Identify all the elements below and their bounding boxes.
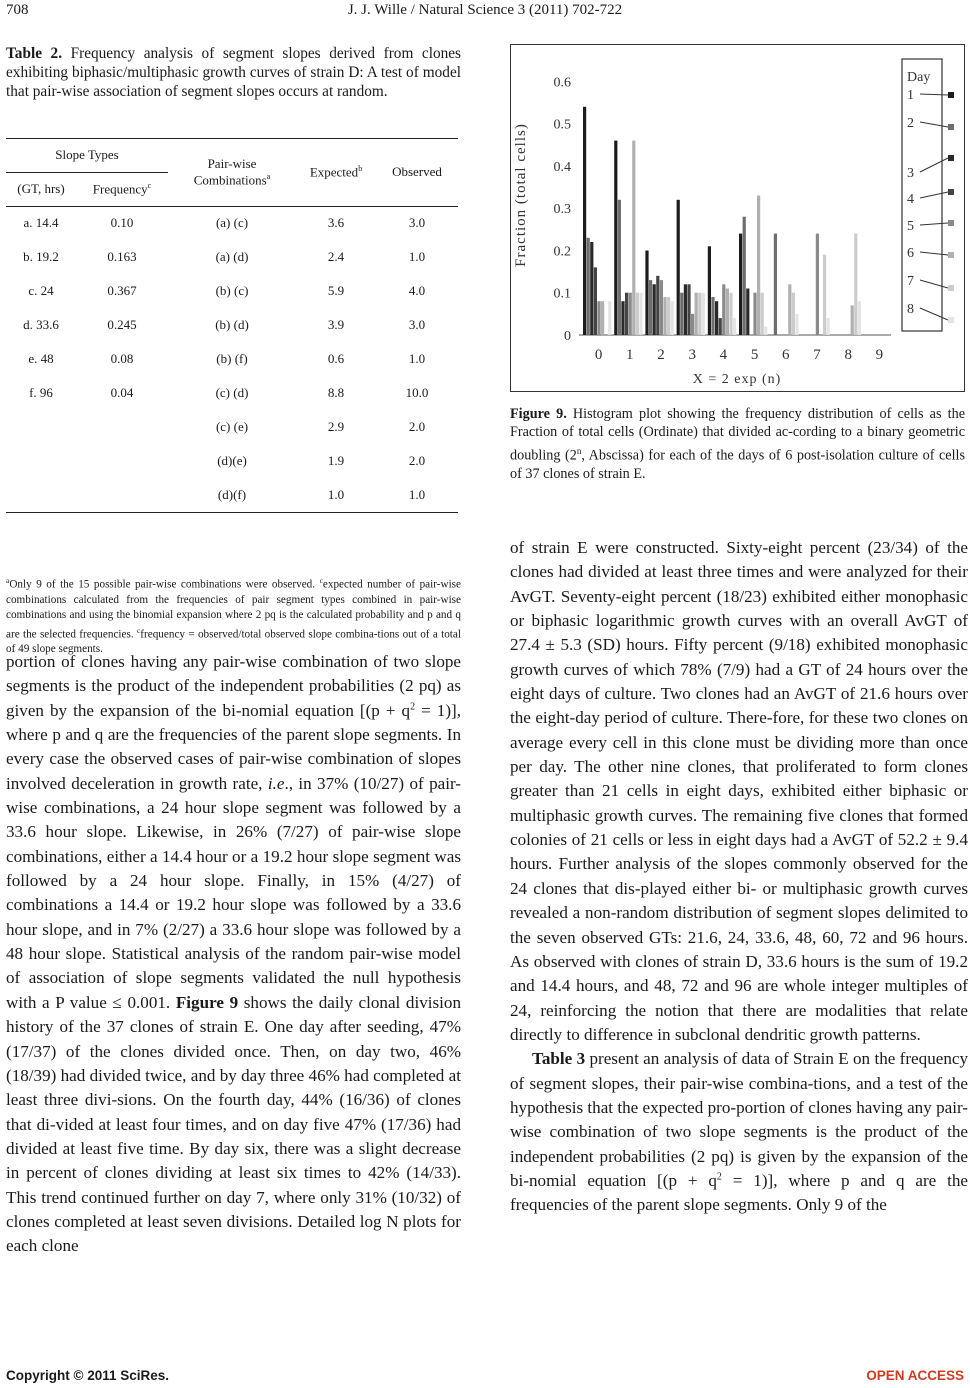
bar-day6-x6 (788, 284, 791, 335)
bar-day1-x2 (645, 251, 648, 336)
bar-day7-x5 (761, 293, 764, 335)
bar-day4-x4 (719, 318, 722, 335)
legend-swatch-day5 (948, 220, 954, 226)
legend-label-day3: 3 (907, 166, 914, 181)
x-tick-label: 9 (875, 347, 884, 363)
bar-day2-x2 (649, 280, 652, 335)
bar-day6-x1 (632, 141, 635, 335)
bar-day7-x6 (792, 293, 795, 335)
copyright: Copyright © 2011 SciRes. (6, 1368, 170, 1383)
x-axis-label: X = 2 exp (n) (692, 372, 782, 387)
bar-day8-x5 (764, 327, 767, 336)
legend-label-day6: 6 (907, 246, 914, 261)
bar-day8-x4 (733, 318, 736, 335)
bar-day7-x4 (729, 293, 732, 335)
legend-label-day4: 4 (907, 192, 914, 207)
legend-label-day5: 5 (907, 219, 914, 234)
left-body-text: portion of clones having any pair-wise combination of two slope segments is the product of the independent probabilities (2 pq) as given by the expansion of the bi-nomial equation $[(p + q^2 = 1)]$, where p and q are the frequencies of the parent slope segments. In every case the observed cases of pair-wise combination of slopes involved deceleration in growth rate, i.e., in 37% (10/27) of pair-wise combinations, a 24 hour slope segment was followed by a 33.6 hour slope. Likewise, in 26% (7/27) of pair-wise slope combinations, either a 14.4 hour or a 19.2 hour slope segment was followed by a 24 hour slope. Finally, in 15% (4/27) of combinations a 14.4 or 19.2 hour slope was followed by a 33.6 hour slope, and in 7% (2/27) a 33.6 hour slope was followed by a 48 hour slope. Statistical analysis of the random pair-wise model of association of slope segments validated the null hypothesis with a P value ≤ 0.001. Figure 9 shows the daily clonal division history of the 37 clones of strain E. One day after seeding, 47% (17/37) of the clones divided once. Then, on day two, 46% (18/39) had divided twice, and by day three 46% had completed at least three divi-sions. On the fourth day, 44% (16/36) of clones that di-vided at least four times, and on day five 47% (17/36) had divided at least five time. By day six, there was a slight decrease in percent of clones dividing at least six times to 42% (14/33). This trend continued further on day 7, where only 31% (10/32) of clones completed at least seven divisions. Detailed log N plots for each clone (6, 652, 462, 1256)
table-col-observed: Observed (392, 164, 442, 179)
bar-day6-x3 (695, 293, 698, 335)
table2-footnote: $^a$Only 9 of the 15 possible pair-wise combinations were observed. $^c$expected number of pair-wise combinations calculated from the frequencies of pair segment types combined in pair-wise combinations and using the binomial expansion where 2 pq is the calculated probability and p and q are the selected frequencies. $^c$frequency = observed/total observed slope combina-tions out of a total of 49 slope segments. (6, 576, 461, 656)
x-tick-label: 0 (594, 347, 603, 363)
table3-ref: Table 3 (532, 1049, 586, 1069)
legend-label-day1: 1 (907, 88, 914, 103)
bar-day2-x4 (711, 297, 714, 335)
table-col-freq: Frequency$^c$ (92, 180, 152, 197)
x-tick-label: 8 (844, 347, 852, 363)
bar-day8-x0 (608, 301, 611, 335)
x-tick-label: 4 (719, 347, 728, 363)
bar-day8-x8 (858, 301, 861, 335)
bar-day2-x1 (618, 200, 621, 335)
y-tick-label: 0.3 (553, 202, 571, 218)
bar-day5-x4 (722, 284, 725, 335)
figure9-chart (511, 45, 964, 391)
table-col-pair: Pair-wise Combinations$^a$ (193, 155, 271, 188)
bar-day3-x2 (653, 284, 656, 335)
legend-swatch-day3 (948, 155, 954, 161)
right-body-text (510, 536, 968, 1218)
bar-day8-x3 (702, 293, 705, 335)
table-bottom-rule (6, 512, 458, 513)
table-row: f. 96 0.04 (c) (d) 8.8 10.0 (29, 385, 429, 400)
table2 (6, 138, 458, 512)
y-tick-label: 0.1 (553, 286, 571, 302)
table-row: c. 24 0.367 (b) (c) 5.9 4.0 (28, 283, 426, 298)
legend-label-day8: 8 (907, 302, 914, 317)
bar-day5-x1 (629, 293, 632, 335)
bar-day1-x1 (614, 141, 617, 335)
figure9-label: Figure 9. (510, 406, 567, 422)
legend-swatch-day2 (948, 124, 954, 130)
y-tick-label: 0.4 (553, 159, 571, 175)
bar-day5-x5 (753, 293, 756, 335)
bar-day7-x7 (823, 255, 826, 335)
bar-day8-x7 (827, 318, 830, 335)
bar-day5-x2 (660, 280, 663, 335)
bar-day6-x0 (601, 301, 604, 335)
bar-day3-x5 (746, 289, 749, 336)
bar-day5-x7 (816, 234, 819, 335)
bar-day4-x3 (687, 284, 690, 335)
bar-day7-x3 (698, 293, 701, 335)
bar-day5-x0 (597, 301, 600, 335)
bar-day6-x4 (726, 289, 729, 336)
bar-day1-x0 (583, 107, 586, 335)
x-tick-label: 2 (657, 347, 665, 363)
right-paragraph-1: of strain E were constructed. Sixty-eight percent (23/34) of the clones had divided at least three times and were analyzed for their AvGT. Seventy-eight percent (18/23) exhibited either monophasic or biphasic logarithmic growth curves with an overall AvGT of 27.4 ± 5.3 (SD) hours. Fifty percent (9/18) exhibited monophasic growth curves of which 78% (7/9) had a GT of 24 hours over the eight days of culture. Two clones had an AvGT of 21.6 hours over the eight-day period of culture. There-fore, for these two clones on average every cell in this clone must be dividing more than once per day. The other nine clones, that proliferated to form clones greater than 21 cells in eight days, exhibited either biphasic or multiphasic growth curves. The remaining five clones that formed colonies of 21 cells or less in eight days had a AvGT of 52.2 ± 9.4 hours. Further analysis of the slopes commonly observed for the 24 clones that dis-played either bi- or multiphasic growth curves revealed a non-random distribution of segment slopes delimited to the seven observed GTs: 21.6, 24, 33.6, 48, 60, 72 and 96 hours. As observed with clones of strain D, 33.6 hours is the sum of 19.2 and 14.4 hours, and 48, 72 and 96 are whole integer multiples of 24, reinforcing the notion that there are modalities that relate directly to difference in subclonal dendritic growth patterns. (510, 538, 968, 1044)
running-header (6, 2, 964, 24)
y-tick-label: 0.2 (553, 244, 571, 260)
bar-day1-x4 (708, 246, 711, 335)
bar-day2-x3 (680, 293, 683, 335)
x-tick-label: 7 (813, 347, 821, 363)
bar-day2-x0 (587, 238, 590, 335)
bar-day4-x0 (594, 267, 597, 335)
table2-label: Table 2. (6, 45, 63, 62)
legend-label-day7: 7 (907, 274, 914, 289)
legend (902, 59, 954, 331)
y-tick-label: 0.6 (553, 75, 571, 91)
bar-day2-x5 (743, 217, 746, 335)
bar-day1-x5 (739, 234, 742, 335)
legend-swatch-day1 (948, 92, 954, 98)
table-row: e. 48 0.08 (b) (f) 0.6 1.0 (28, 351, 426, 366)
table-row: a. 14.4 0.10 (a) (c) 3.6 3.0 (23, 215, 426, 230)
table-row: (d)(e) 1.9 2.0 (217, 453, 426, 468)
bar-day7-x2 (667, 297, 670, 335)
open-access-label: OPEN ACCESS (866, 1368, 964, 1383)
table-row: (c) (e) 2.9 2.0 (215, 419, 426, 434)
table-row: b. 19.2 0.163 (a) (d) 2.4 1.0 (23, 249, 426, 264)
bar-day3-x4 (715, 301, 718, 335)
table2-caption (6, 44, 461, 101)
bar-day8-x6 (795, 314, 798, 335)
right-paragraph-2: Table 3 present an analysis of data of Strain E on the frequency of segment slopes, their pair-wise combina-tions, and a test of the hypothesis that the expected pro-portion of clones having any pair-wise combination of two slope segments is the product of the independent probabilities (2 pq) is given by the expansion of the bi-nomial equation $[(p + q^2 = 1)]$, where p and q are the frequencies of the parent slope segments. Only 9 of the (510, 1049, 969, 1215)
table2-caption-text: Frequency analysis of segment slopes derived from clones exhibiting biphasic/multiphasic growth curves of strain D: A test of model that pair-wise association of segment slopes occurs at random. (6, 45, 461, 100)
y-tick-label: 0 (564, 329, 571, 344)
bar-day2-x6 (774, 234, 777, 335)
table-col-expected: Expected$^b$ (309, 163, 363, 180)
bar-day4-x2 (656, 276, 659, 335)
legend-swatch-day7 (948, 285, 954, 291)
bar-day3-x1 (621, 301, 624, 335)
table-col-gt: (GT, hrs) (17, 181, 65, 196)
table-row: d. 33.6 0.245 (b) (d) 3.9 3.0 (23, 317, 426, 332)
running-title: J. J. Wille / Natural Science 3 (2011) 702-722 (347, 2, 623, 18)
bar-day8-x1 (639, 293, 642, 335)
x-tick-label: 3 (688, 347, 696, 363)
bar-day7-x8 (854, 234, 857, 335)
x-tick-label: 1 (626, 347, 634, 363)
legend-swatch-day8 (948, 317, 954, 323)
page-number: 708 (6, 2, 29, 18)
bar-day4-x1 (625, 293, 628, 335)
bar-day7-x1 (636, 293, 639, 335)
legend-swatch-day6 (948, 252, 954, 258)
bar-day6-x2 (663, 297, 666, 335)
figure9 (510, 44, 965, 392)
bar-day1-x3 (677, 200, 680, 335)
bar-day3-x0 (590, 242, 593, 335)
x-tick-label: 6 (782, 347, 790, 363)
bar-day8-x2 (671, 301, 674, 335)
figure9-ref: Figure 9 (175, 992, 239, 1012)
bar-day6-x5 (757, 196, 760, 336)
bar-day3-x3 (684, 284, 687, 335)
y-tick-label: 0.5 (553, 117, 571, 133)
x-tick-label: 5 (750, 347, 759, 363)
bar-day6-x8 (851, 305, 854, 335)
table-row: (d)(f) 1.0 1.0 (217, 487, 426, 502)
bar-day5-x3 (691, 314, 694, 335)
table-group-header: Slope Types (55, 147, 119, 162)
y-axis-label: Fraction (total cells) (513, 123, 529, 267)
legend-swatch-day4 (948, 189, 954, 195)
legend-label-day2: 2 (907, 116, 914, 131)
legend-title: Day (907, 70, 931, 85)
figure9-caption: Figure 9. Histogram plot showing the frequency distribution of cells as the Fraction of total cells (Ordinate) that divided ac-cording to a binary geometric doubling (2$^n$, Abscissa) for each of the days of 6 post-isolation culture of cells of 37 clones of strain E. (510, 406, 965, 482)
